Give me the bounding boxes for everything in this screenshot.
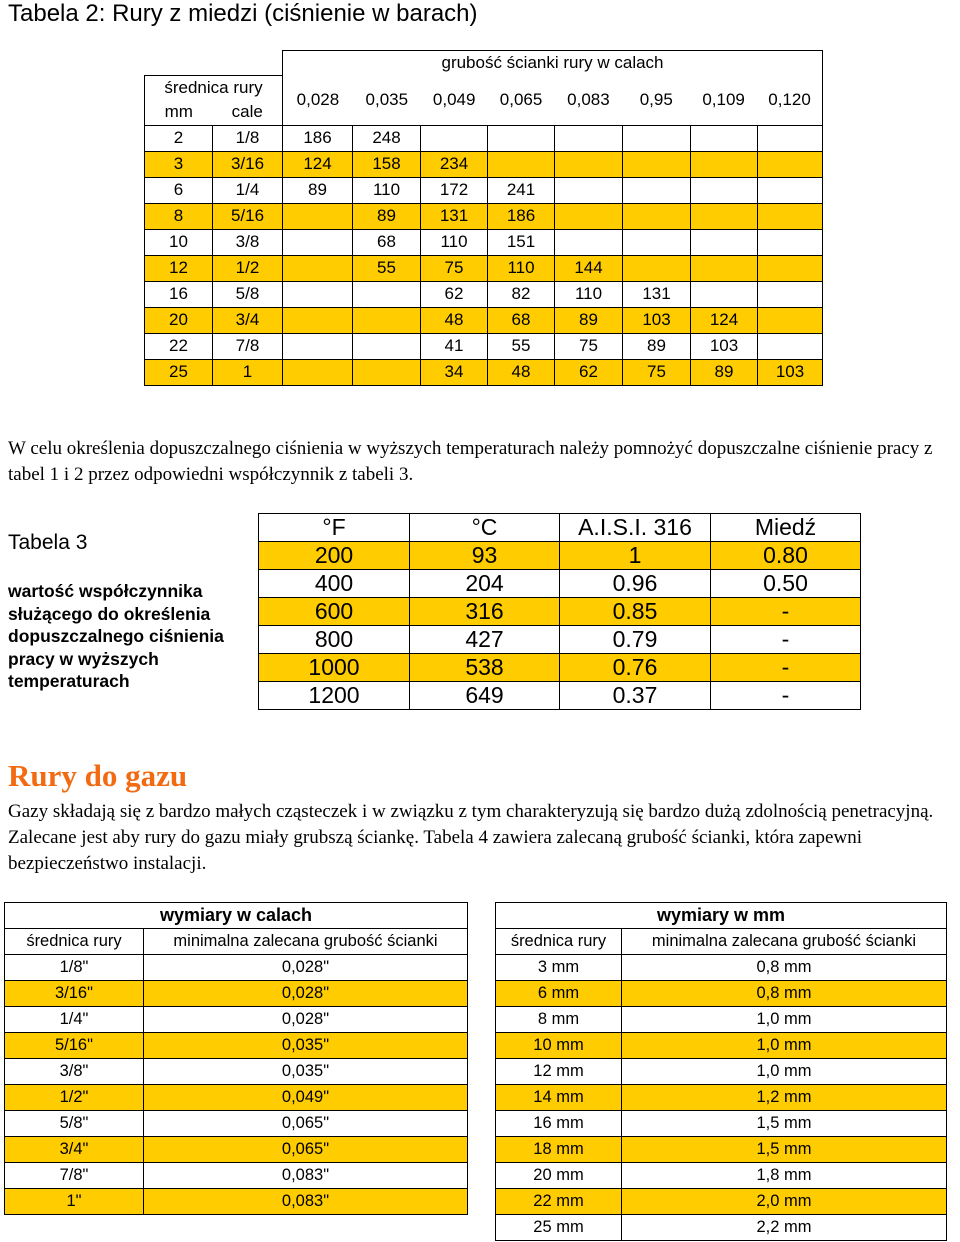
thickness-cell: 1,0 mm (622, 1007, 947, 1033)
pressure-cell (283, 307, 353, 333)
table-row (259, 682, 861, 710)
pressure-cell: 48 (488, 359, 555, 385)
thickness-cell: 1,5 mm (622, 1111, 947, 1137)
pressure-cell (691, 151, 758, 177)
pressure-cell (623, 229, 691, 255)
inch-header: cale (213, 100, 283, 126)
pressure-cell: 124 (691, 307, 758, 333)
diameter-cell: 1/4" (5, 1007, 144, 1033)
table3-header-cell: °F (259, 514, 410, 542)
pressure-cell: 68 (488, 307, 555, 333)
pressure-cell: 75 (623, 359, 691, 385)
table-row (5, 1085, 468, 1111)
thickness-cell: 0,035" (144, 1059, 468, 1085)
thickness-group-header: grubość ścianki rury w calach (283, 51, 823, 76)
pressure-cell: 89 (283, 177, 353, 203)
thickness-header-cell: 0,109 (702, 89, 745, 109)
pressure-cell (421, 125, 488, 151)
pressure-cell (691, 125, 758, 151)
pressure-cell: 75 (421, 255, 488, 281)
table3-cell: - (711, 626, 861, 654)
pressure-cell (623, 125, 691, 151)
table-row (5, 1007, 468, 1033)
table3-cell: - (711, 598, 861, 626)
inch-cell: 1/8 (213, 125, 283, 151)
pressure-cell (691, 229, 758, 255)
diameter-cell: 16 mm (496, 1111, 622, 1137)
inch-cell: 3/8 (213, 229, 283, 255)
diameter-cell: 7/8" (5, 1163, 144, 1189)
pressure-cell: 103 (691, 333, 758, 359)
pressure-cell (555, 125, 623, 151)
table3-description: wartość współczynnika służącego do określenia dopuszczalnego ciśnienia pracy w wyższych temperaturach (8, 581, 224, 691)
pressure-cell (555, 151, 623, 177)
pressure-cell: 124 (283, 151, 353, 177)
table3-cell: 0.80 (711, 542, 861, 570)
table-row (5, 981, 468, 1007)
table-row (5, 1033, 468, 1059)
table3-cell: 204 (410, 570, 560, 598)
inch-table-title: wymiary w calach (5, 903, 468, 929)
table-row (145, 333, 823, 359)
table-row (145, 281, 823, 307)
mm-cell: 10 (145, 229, 213, 255)
table3-cell: 0.76 (560, 654, 711, 682)
paragraph-gas-pipes: Gazy składają się z bardzo małych cząsteczek i w związku z tym charakteryzują się bardzo dużą zdolnością penetracyjną. Zalecane jest aby rury do gazu miały grubszą ściankę. Tabela 4 zawiera zalecaną grubość ścianki, która zapewni bezpieczeństwo instalacji. (8, 801, 934, 874)
gas-pipe-mm-table (495, 902, 947, 1241)
pressure-cell (488, 151, 555, 177)
mm-col-diameter: średnica rury (496, 929, 622, 955)
table-row (496, 1111, 947, 1137)
table-row (496, 1033, 947, 1059)
inch-col-diameter: średnica rury (5, 929, 144, 955)
table3-cell: 800 (259, 626, 410, 654)
pressure-cell (283, 203, 353, 229)
pressure-cell (691, 177, 758, 203)
table3-header-cell: °C (410, 514, 560, 542)
table-row (145, 151, 823, 177)
diameter-cell: 18 mm (496, 1137, 622, 1163)
table3-cell: 0.79 (560, 626, 711, 654)
thickness-header-cell: 0,065 (499, 89, 543, 109)
mm-cell: 3 (145, 151, 213, 177)
pressure-cell (758, 307, 823, 333)
table3-cell: 1200 (259, 682, 410, 710)
pressure-cell: 241 (488, 177, 555, 203)
table3-cell: 93 (410, 542, 560, 570)
pressure-cell: 151 (488, 229, 555, 255)
pressure-cell (758, 177, 823, 203)
table-row (259, 542, 861, 570)
pressure-cell: 103 (623, 307, 691, 333)
thickness-header-cell: 0,035 (365, 89, 409, 109)
table3-cell: 427 (410, 626, 560, 654)
pressure-cell (555, 229, 623, 255)
thickness-cell: 1,8 mm (622, 1163, 947, 1189)
mm-cell: 2 (145, 125, 213, 151)
pressure-cell: 62 (421, 281, 488, 307)
table-row (5, 1137, 468, 1163)
pressure-cell (758, 125, 823, 151)
table3-cell: 649 (410, 682, 560, 710)
table-row (259, 654, 861, 682)
thickness-header-cell: 0,083 (567, 89, 610, 109)
diameter-cell: 25 mm (496, 1215, 622, 1241)
diameter-cell: 1" (5, 1189, 144, 1215)
mm-cell: 12 (145, 255, 213, 281)
mm-header: mm (145, 100, 213, 126)
pressure-cell: 248 (353, 125, 421, 151)
inch-cell: 1 (213, 359, 283, 385)
pressure-cell: 62 (555, 359, 623, 385)
table-row (496, 1189, 947, 1215)
pressure-cell: 186 (488, 203, 555, 229)
gas-pipe-inch-table (4, 902, 468, 1215)
pressure-cell: 89 (623, 333, 691, 359)
table-row (259, 570, 861, 598)
pressure-cell (758, 203, 823, 229)
pressure-cell (353, 359, 421, 385)
pressure-cell: 89 (353, 203, 421, 229)
table3-cell: 1 (560, 542, 711, 570)
table-row (259, 626, 861, 654)
thickness-cell: 0,083" (144, 1189, 468, 1215)
temperature-coefficient-table (258, 513, 861, 710)
pressure-cell: 48 (421, 307, 488, 333)
inch-cell: 1/2 (213, 255, 283, 281)
pressure-cell (623, 177, 691, 203)
table-row (5, 1163, 468, 1189)
thickness-cell: 1,0 mm (622, 1059, 947, 1085)
diameter-cell: 1/8" (5, 955, 144, 981)
mm-col-thickness: minimalna zalecana grubość ścianki (622, 929, 947, 955)
thickness-cell: 0,028" (144, 981, 468, 1007)
table3-cell: 316 (410, 598, 560, 626)
pressure-cell: 103 (758, 359, 823, 385)
table-row (145, 203, 823, 229)
pressure-cell (691, 281, 758, 307)
thickness-header-row (283, 75, 823, 125)
thickness-header-cell: 0,120 (768, 89, 811, 109)
table-row (145, 177, 823, 203)
table-row (5, 1059, 468, 1085)
table-row (496, 1059, 947, 1085)
pressure-cell (283, 229, 353, 255)
thickness-cell: 0,083" (144, 1163, 468, 1189)
table3-cell: - (711, 654, 861, 682)
table3-title: Tabela 3 (8, 531, 88, 554)
table-row (5, 1189, 468, 1215)
pressure-cell: 158 (353, 151, 421, 177)
pressure-cell (488, 125, 555, 151)
pressure-cell (758, 151, 823, 177)
table3-cell: 200 (259, 542, 410, 570)
table3-cell: 0.85 (560, 598, 711, 626)
inch-cell: 3/16 (213, 151, 283, 177)
pressure-cell (691, 255, 758, 281)
pressure-cell: 110 (353, 177, 421, 203)
diameter-cell: 3 mm (496, 955, 622, 981)
pressure-cell: 144 (555, 255, 623, 281)
table3-cell: - (711, 682, 861, 710)
table3-cell: 600 (259, 598, 410, 626)
inch-col-thickness: minimalna zalecana grubość ścianki (144, 929, 468, 955)
table-row (145, 255, 823, 281)
mm-cell: 25 (145, 359, 213, 385)
table3-cell: 400 (259, 570, 410, 598)
pressure-cell: 110 (488, 255, 555, 281)
table-row (496, 955, 947, 981)
pressure-cell (758, 333, 823, 359)
thickness-cell: 0,065" (144, 1137, 468, 1163)
pressure-cell: 34 (421, 359, 488, 385)
inch-cell: 5/8 (213, 281, 283, 307)
diameter-cell: 3/8" (5, 1059, 144, 1085)
table-row (496, 1007, 947, 1033)
table-row (5, 955, 468, 981)
thickness-cell: 0,049" (144, 1085, 468, 1111)
table3-cell: 0.37 (560, 682, 711, 710)
thickness-header-cell: 0,028 (296, 89, 340, 109)
thickness-cell: 1,0 mm (622, 1033, 947, 1059)
pressure-cell: 172 (421, 177, 488, 203)
mm-cell: 8 (145, 203, 213, 229)
thickness-cell: 2,0 mm (622, 1189, 947, 1215)
mm-table-title: wymiary w mm (496, 903, 947, 929)
table-row (5, 1111, 468, 1137)
inch-cell: 1/4 (213, 177, 283, 203)
thickness-cell: 2,2 mm (622, 1215, 947, 1241)
table-row (496, 1137, 947, 1163)
pressure-cell (283, 359, 353, 385)
pressure-cell: 89 (691, 359, 758, 385)
pressure-cell: 55 (353, 255, 421, 281)
pressure-cell (623, 151, 691, 177)
gas-pipes-heading: Rury do gazu (8, 758, 188, 793)
thickness-cell: 1,2 mm (622, 1085, 947, 1111)
pressure-cell: 68 (353, 229, 421, 255)
diameter-cell: 12 mm (496, 1059, 622, 1085)
diameter-header: średnica rury (145, 75, 283, 100)
table3-cell: 1000 (259, 654, 410, 682)
mm-cell: 6 (145, 177, 213, 203)
table-row (145, 229, 823, 255)
diameter-cell: 10 mm (496, 1033, 622, 1059)
table-row (259, 598, 861, 626)
thickness-cell: 0,8 mm (622, 981, 947, 1007)
table3-header-cell: A.I.S.I. 316 (560, 514, 711, 542)
table-row (496, 1215, 947, 1241)
pressure-cell (353, 281, 421, 307)
thickness-cell: 0,8 mm (622, 955, 947, 981)
diameter-cell: 14 mm (496, 1085, 622, 1111)
copper-pipe-pressure-table (144, 50, 823, 386)
mm-cell: 16 (145, 281, 213, 307)
pressure-cell (623, 203, 691, 229)
diameter-cell: 20 mm (496, 1163, 622, 1189)
diameter-cell: 1/2" (5, 1085, 144, 1111)
pressure-cell (623, 255, 691, 281)
table3-cell: 0.96 (560, 570, 711, 598)
table-row (145, 307, 823, 333)
thickness-header-cell: 0,95 (639, 89, 673, 109)
pressure-cell: 82 (488, 281, 555, 307)
table-row (145, 359, 823, 385)
diameter-cell: 8 mm (496, 1007, 622, 1033)
thickness-cell: 0,028" (144, 955, 468, 981)
table-header-row (259, 514, 861, 542)
pressure-cell: 41 (421, 333, 488, 359)
pressure-cell (758, 255, 823, 281)
pressure-cell (691, 203, 758, 229)
pressure-cell: 110 (555, 281, 623, 307)
pressure-cell (283, 333, 353, 359)
pressure-cell: 75 (555, 333, 623, 359)
pressure-cell: 55 (488, 333, 555, 359)
table3-cell: 0.50 (711, 570, 861, 598)
pressure-cell (555, 177, 623, 203)
inch-cell: 7/8 (213, 333, 283, 359)
pressure-cell (758, 281, 823, 307)
thickness-cell: 0,035" (144, 1033, 468, 1059)
pressure-cell: 131 (623, 281, 691, 307)
pressure-cell (555, 203, 623, 229)
pressure-cell: 131 (421, 203, 488, 229)
thickness-cell: 0,065" (144, 1111, 468, 1137)
table-row (496, 1163, 947, 1189)
pressure-cell (283, 255, 353, 281)
pressure-cell (353, 307, 421, 333)
thickness-cell: 0,028" (144, 1007, 468, 1033)
pressure-cell: 234 (421, 151, 488, 177)
page-title: Tabela 2: Rury z miedzi (ciśnienie w barach) (8, 0, 478, 27)
diameter-cell: 5/8" (5, 1111, 144, 1137)
pressure-cell: 186 (283, 125, 353, 151)
inch-cell: 3/4 (213, 307, 283, 333)
table-row (496, 1085, 947, 1111)
table-row (145, 125, 823, 151)
pressure-cell (353, 333, 421, 359)
mm-cell: 22 (145, 333, 213, 359)
diameter-cell: 22 mm (496, 1189, 622, 1215)
thickness-header-cell: 0,049 (432, 89, 476, 109)
diameter-cell: 3/16" (5, 981, 144, 1007)
diameter-cell: 6 mm (496, 981, 622, 1007)
diameter-cell: 3/4" (5, 1137, 144, 1163)
pressure-cell: 110 (421, 229, 488, 255)
pressure-cell: 89 (555, 307, 623, 333)
pressure-cell (283, 281, 353, 307)
diameter-cell: 5/16" (5, 1033, 144, 1059)
thickness-cell: 1,5 mm (622, 1137, 947, 1163)
paragraph-coefficient-note: W celu określenia dopuszczalnego ciśnienia w wyższych temperaturach należy pomnożyć dopuszczalne ciśnienie pracy z tabel 1 i 2 przez odpowiedni współczynnik z tabeli 3. (8, 438, 933, 485)
blank-corner (145, 51, 283, 76)
table3-cell: 538 (410, 654, 560, 682)
inch-cell: 5/16 (213, 203, 283, 229)
mm-cell: 20 (145, 307, 213, 333)
table-row (496, 981, 947, 1007)
table3-header-cell: Miedź (711, 514, 861, 542)
pressure-cell (758, 229, 823, 255)
